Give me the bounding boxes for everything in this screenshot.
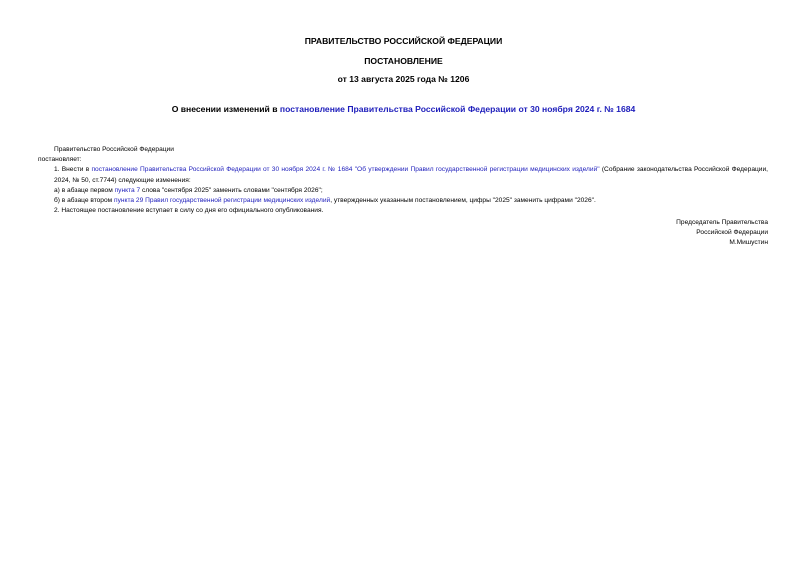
subitem-b-suffix: , утвержденных указанным постановлением, цифры "2025" заменить цифрами "2026". <box>330 197 596 205</box>
subitem-b-paragraph <box>38 196 768 206</box>
subitem-b-prefix: б) в абзаце втором <box>54 197 115 205</box>
signature-name: М.Мишустин <box>729 239 768 247</box>
document-title <box>0 104 807 115</box>
government-heading: ПРАВИТЕЛЬСТВО РОССИЙСКОЙ ФЕДЕРАЦИИ <box>304 36 503 46</box>
item-1-paragraph <box>38 165 768 185</box>
date-number-heading: от 13 августа 2025 года № 1206 <box>337 74 470 84</box>
decree-word: постановляет: <box>38 156 82 164</box>
signature-position: Председатель Правительства <box>676 219 768 226</box>
signature-body: Российской Федерации <box>696 229 768 237</box>
item-1-suffix: (Собрание законодательства Российской Федерации, 2024, № 50, ст.7744) следующие изменения: <box>54 166 768 184</box>
document-type-heading: ПОСТАНОВЛЕНИЕ <box>364 56 443 66</box>
subitem-a-suffix: слова "сентября 2025" заменить словами "сентября 2026"; <box>140 186 323 194</box>
subitem-b-link[interactable]: пункта 29 Правил государственной регистрации медицинских изделий <box>114 197 331 205</box>
subitem-a-prefix: а) в абзаце первом <box>54 186 115 194</box>
title-prefix: О внесении изменений в <box>171 104 280 114</box>
item-1-prefix: 1. Внести в <box>54 166 92 174</box>
subitem-a-paragraph <box>38 186 768 196</box>
subitem-a-link[interactable]: пункта 7 <box>114 186 141 194</box>
title-resolution-link[interactable]: постановление Правительства Российской Федерации от 30 ноября 2024 г. № 1684 <box>279 104 636 114</box>
intro-line: Правительство Российской Федерации <box>54 146 174 153</box>
document-body <box>38 145 768 216</box>
item-2-paragraph: 2. Настоящее постановление вступает в силу со дня его официального опубликования. <box>54 207 324 215</box>
item-1-resolution-link[interactable]: постановление Правительства Российской Федерации от 30 ноября 2024 г. № 1684 "Об утверждении Правил государственной регистрации медицинских изделий" <box>91 166 600 174</box>
signature-block <box>676 218 768 249</box>
